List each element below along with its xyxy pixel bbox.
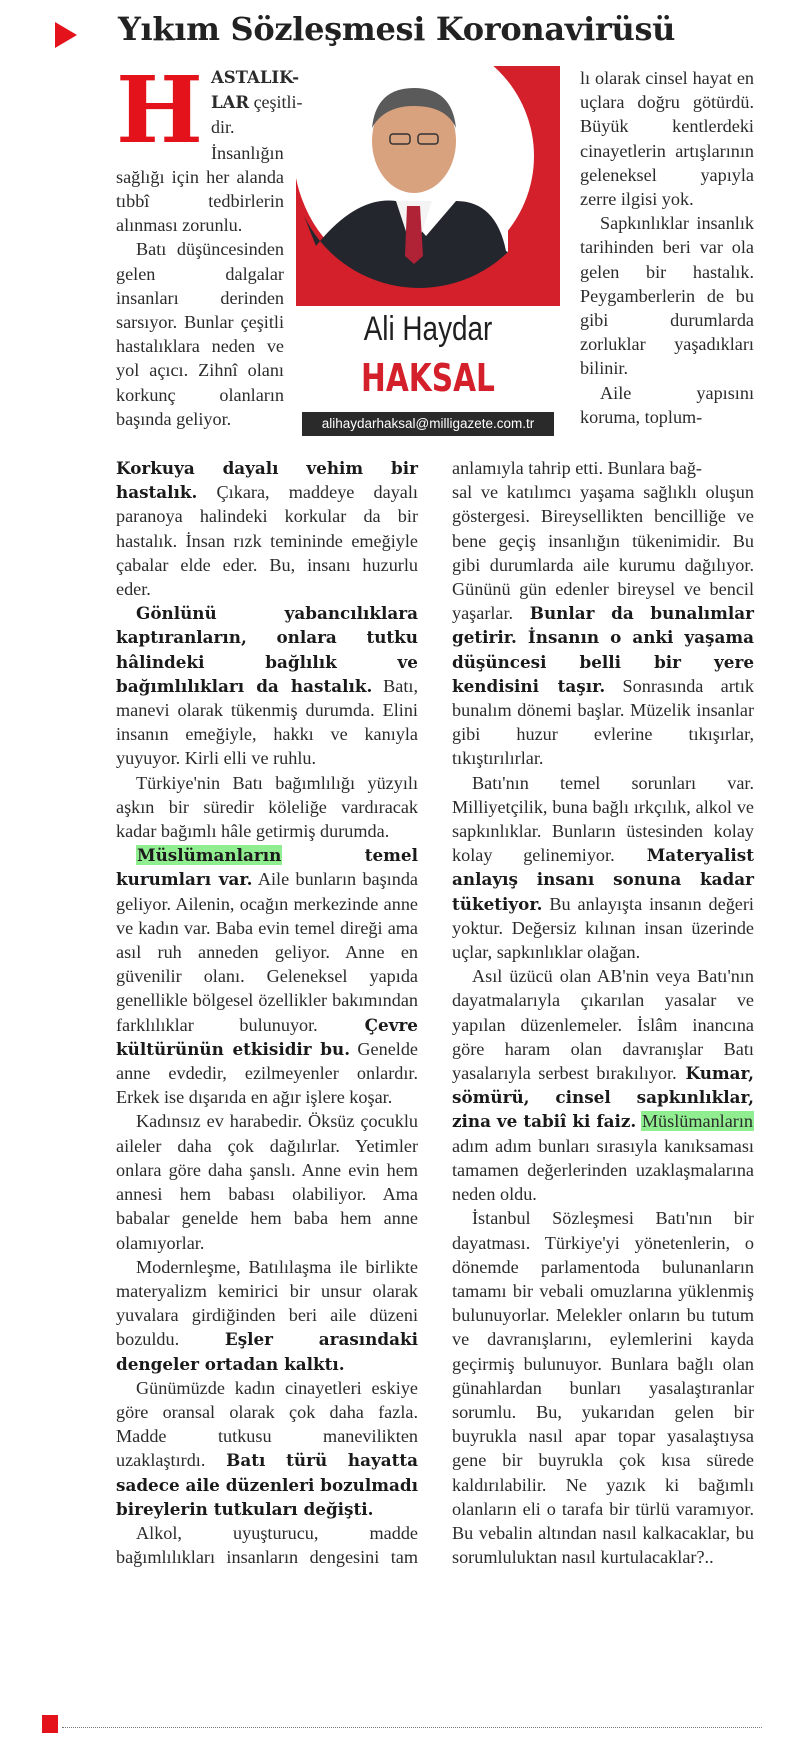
- bold-lead: Gönlünü yabancılıklara kaptıranların, onlara tutku hâlindeki bağlılık ve bağımlılıkları da hastalık.: [116, 603, 418, 696]
- paragraph: Türkiye'nin Batı bağımlılığı yüzyılı aşkın bir süredir köleliğe vardıracak kadar bağımlı hâle getirmiş durumda.: [116, 772, 418, 842]
- author-first-name: Ali Haydar: [363, 310, 493, 348]
- paragraph: Kadınsız ev harabedir. Öksüz çocuklu aileler daha çok dağılırlar. Yetimler onlara göre daha şanslı. Anne evin hem annesi hem babası olabiliyor. Ama babalar genelde hem baba hem anne olamıyorlar.: [116, 1111, 418, 1253]
- paragraph: lı olarak cinsel hayat en uçlara doğru götürdü. Büyük kentlerdeki cinayetlerin artışlarının geleneksel yapıyla zerre ilgisi yok.: [580, 68, 754, 210]
- author-email: alihaydarhaksal@milligazete.com.tr: [302, 412, 554, 436]
- paragraph: Modernleşme, Batılılaşma ile birlikte materyalizm kemirici bir unsur olarak yuvalara girdiğinden beri aile düzeni bozuldu. Eşler arasındaki dengeler ortadan kalktı.: [116, 1256, 418, 1374]
- red-square-icon: [42, 1715, 58, 1733]
- footer-divider: [62, 1727, 762, 1728]
- dropcap-line-1: ASTALIK-: [210, 68, 300, 87]
- bold-lead: Korkuya dayalı vehim bir hastalık.: [116, 458, 418, 503]
- paragraph: Korkuya dayalı vehim bir hastalık. Çıkara, maddeye dayalı paranoya halindeki korkular da bir hastalık. İnsan rızk temininde emeğiyle çabalar elde eder. Bu, insanı huzurlu eder.: [116, 458, 418, 600]
- paragraph: Günümüzde kadın cinayetleri eskiye göre oransal olarak çok daha fazla. Madde tutkusu manevilikten uzaklaştırdı. Batı türü hayatta sadece aile düzenleri bozulmadı bireylerin tutkuları değişti.: [116, 1377, 418, 1519]
- paragraph: Müslümanların temel kurumları var. Aile bunların başında geliyor. Ailenin, ocağın merkezinde anne ve kadın var. Baba evin temel direği ama asıl ruh anneden geliyor. Anne en güvenilir olanı. Geleneksel yapıda genellikle bölgesel özellikler bakımından farklılıklar bulunuyor. Çevre kültürünün etkisidir bu. Genelde anne evdedir, ezilmeyenler onlardır. Erkek ise dışarıda en ağır işlere koşar.: [116, 845, 418, 1108]
- paragraph: Alkol, uyuşturucu, madde bağımlılıkları insanların dengesini tam anlamıyla tahrip etti. Bunlara bağ-: [116, 458, 702, 1568]
- dropcap-line-2: LAR: [210, 93, 250, 113]
- paragraph: Aile yapısını koruma, toplum-: [580, 382, 754, 427]
- dropcap-line-3: dir.: [210, 117, 235, 138]
- paragraph: İnsanlığın sağlığı için her alanda tıbbî tedbirlerin alınması zorunlu.: [116, 142, 284, 236]
- article-title: Yıkım Sözleşmesi Koronavirüsü: [118, 10, 676, 48]
- right-column-top: [438, 66, 754, 429]
- title-arrow-icon: [55, 22, 77, 48]
- highlighted-word: Müslümanların: [641, 1111, 754, 1132]
- body-columns: [116, 456, 754, 1569]
- highlighted-word: Müslümanların: [137, 845, 282, 866]
- author-last-name: HAKSAL: [361, 356, 495, 400]
- dropcap-line-2b: çeşitli-: [249, 92, 303, 113]
- paragraph: Batı'nın temel sorunları var. Milliyetçilik, buna bağlı ırkçılık, alkol ve sapkınlıklar. Bunların üstesinden kolay kolay gelinemiyor. Materyalist anlayış insanı sonuna kadar tüketiyor. Bu anlayışta insanın değeri yoktur. Değersiz kılınan insan üzerinde uçlar, sapkınlıklar olağan.: [452, 772, 754, 963]
- paragraph: sal ve katılımcı yaşama sağlıklı oluşun göstergesi. Bireysellikten bencilliğe ve bene geçiş insanlığın tükenimidir. Bu gibi durumlarda aile kurumu dağılıyor. Gününü gün edenler bireysel ve bencil yaşarlar. Bunlar da bunalımlar getirir. İnsanın o anki yaşama düşüncesi belli bir yere kendisini taşır. Sonrasında artık bunalım dönemi başlar. Müzelik insanlar gibi huzur evlerine tıkışırlar, tıkıştırılırlar.: [452, 482, 754, 769]
- drop-cap: H: [116, 56, 203, 164]
- paragraph: İstanbul Sözleşmesi Batı'nın bir dayatması. Türkiye'yi yönetenlerin, o dönemde parlamentoda bulunanların tamamı bir vebali omuzlarına yüklenmiş bulunuyorlar. Melekler onların bu tutum ve davranışlarını, eylemlerini kayda geçirmiş bulunuyor. Bunlara bağlı olan günahlardan bunları yasalaştıranlar sorumlu. Bu, yukarıdan gelen bir buyrukla nasıl apar topar yasalaştıysa gene bir buyrukla çok kısa sürede kaldırılabilir. Ne yazık ki bağımlı olanların eli o tarafa bir türlü varamıyor. Bu vebalin altından nasıl kalkacaklar, bu sorumluluktan nasıl kurtulacaklar?..: [452, 1208, 754, 1568]
- paragraph: Sapkınlıklar insanlık tarihinden beri var ola gelen bir hastalık. Peygamberlerin de bu gibi durumlarda zorluklar yaşadıkları bilinir.: [580, 213, 754, 379]
- paragraph: Gönlünü yabancılıklara kaptıranların, onlara tutku hâlindeki bağlılık ve bağımlılıkları da hastalık. Batı, manevi olarak tükenmiş durumda. Elini insanın emeğiyle, hakkı ve kanıyla yuyuyor. Kirli elli ve ruhlu.: [116, 603, 418, 769]
- left-column-top: [116, 56, 404, 431]
- paragraph: Batı düşüncesinden gelen dalgalar insanları derinden sarsıyor. Bunlar çeşitli hastalıklara neden ve yol açıcı. Zihnî olanı korkunç olanların başında geliyor.: [116, 239, 284, 429]
- paragraph: Asıl üzücü olan AB'nin veya Batı'nın dayatmalarıyla çıkarılan yasalar ve yapılan düzenlemeler. İslâm inancına göre haram olan davranışlar Batı yasalarıyla serbest bırakılıyor. Kumar, sömürü, cinsel sapkınlıklar, zina ve tabiî ki faiz. Müslümanların adım adım bunları sırasıyla kanıksaması tamamen değerlerinden uzaklaşmalarına neden oldu.: [452, 966, 754, 1205]
